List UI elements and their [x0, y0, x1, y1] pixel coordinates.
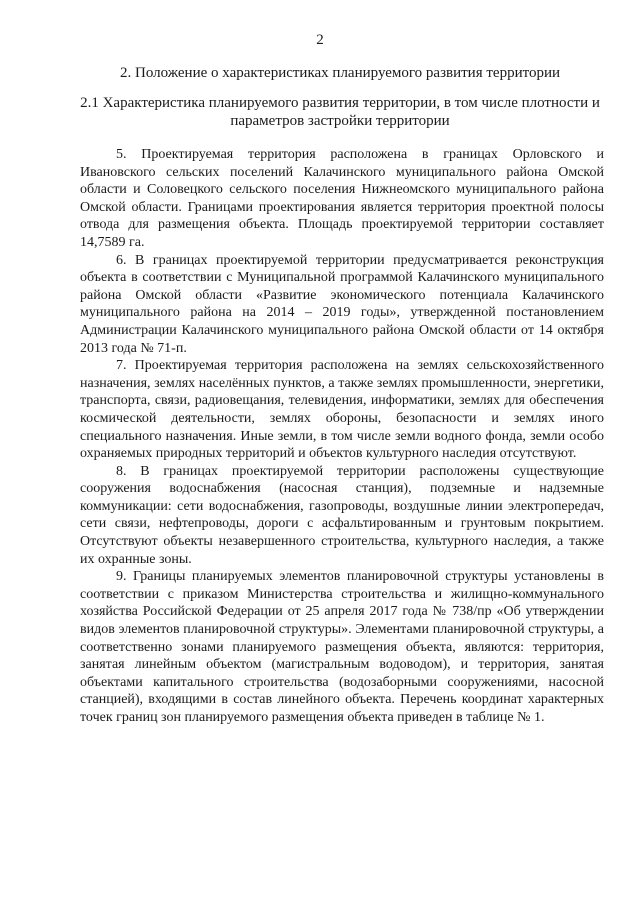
document-body — [80, 146, 604, 727]
page-number: 2 — [316, 32, 324, 48]
paragraph-5: 5. Проектируемая территория расположена в границах Орловского и Ивановского сельских поселений Калачинского муниципального района Омской области и Соловецкого сельского поселения Нижнеомского муниципального района Омской области. Границами проектирования является территория проектной полосы отвода для размещения объекта. Площадь проектируемой территории составляет 14,7589 га. — [80, 147, 604, 250]
paragraph-6: 6. В границах проектируемой территории предусматривается реконструкция объекта в соответствии с Муниципальной программой Калачинского муниципального района Омской области «Развитие экономического потенциала Калачинского муниципального района на 2014 – 2019 годы», утвержденной постановлением Администрации Калачинского муниципального района Омской области от 14 октября 2013 года № 71-п. — [80, 252, 604, 356]
section-heading: 2. Положение о характеристиках планируемого развития территории — [119, 65, 561, 81]
paragraph-8: 8. В границах проектируемой территории расположены существующие сооружения водоснабжения (насосная станция), подземные и надземные коммуникации: сети водоснабжения, газопроводы, воздушные линии электропередач, сети связи, нефтепроводы, дороги с асфальтированным и грунтовым покрытием. Отсутствуют объекты незавершенного строительства, культурного наследия, а также их охранные зоны. — [80, 463, 604, 567]
paragraph-7: 7. Проектируемая территория расположена на землях сельскохозяйственного назначения, землях населённых пунктов, а также землях промышленности, энергетики, транспорта, связи, радиовещания, телевидения, информатики, землях для обеспечения космической деятельности, землях обороны, безопасности и землях иного специального назначения. Иные земли, в том числе земли водного фонда, земли особо охраняемых природных территорий и объектов культурного наследия отсутствуют. — [80, 358, 604, 462]
paragraph-9: 9. Границы планируемых элементов планировочной структуры установлены в соответствии с приказом Министерства строительства и жилищно-коммунального хозяйства Российской Федерации от 25 апреля 2017 года № 738/пр «Об утверждении видов элементов планировочной структуры». Элементами планировочной структуры, а соответственно зонами планируемого размещения объекта, являются: территория, занятая линейным объектом (магистральным водоводом), и территория, занятая объектами капитального строительства (водозаборными сооружениями, насосной станцией), входящими в состав линейного объекта. Перечень координат характерных точек границ зон планируемого размещения объекта приведен в таблице № 1. — [80, 569, 604, 725]
subsection-heading: 2.1 Характеристика планируемого развития территории, в том числе плотности и параметров застройки территории — [80, 95, 600, 129]
